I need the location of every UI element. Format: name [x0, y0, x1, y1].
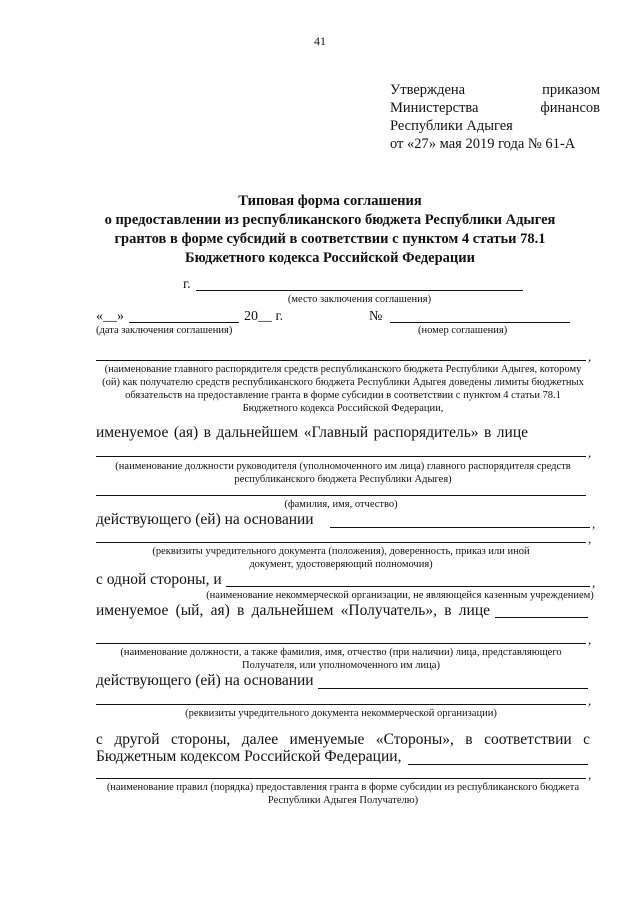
nko-name-field[interactable]: [226, 586, 590, 587]
nko-requisites-caption: (реквизиты учредительного документа некоммерческой организации): [185, 708, 497, 719]
comma: ,: [588, 349, 592, 364]
one-side-text: с одной стороны, и: [96, 571, 222, 588]
recipient-position-caption: [96, 646, 586, 672]
named-chief-text: именуемое (ая) в дальнейшем «Главный распорядитель» в лице: [96, 424, 528, 441]
caption-line: Республики Адыгея Получателю): [267, 795, 419, 806]
approval-line4: от «27» мая 2019 года № 61-А: [390, 136, 576, 152]
comma: ,: [588, 767, 592, 782]
head-position-field[interactable]: [96, 456, 586, 457]
comma: ,: [592, 575, 596, 590]
approval-line1-left: Утверждена: [390, 82, 466, 98]
page-number: 41: [314, 34, 326, 48]
document-title: [60, 192, 600, 268]
rules-field-1[interactable]: [408, 764, 588, 765]
named-recipient-text: именуемое (ый, ая) в дальнейшем «Получатель», в лице: [96, 602, 490, 619]
caption-line: республиканского бюджета Республики Адыгея): [234, 474, 452, 485]
approval-line3: Республики Адыгея: [390, 118, 513, 134]
caption-line: (наименование главного распорядителя средств республиканского бюджета Республики Адыгея, которому: [104, 364, 582, 375]
comma: ,: [592, 516, 596, 531]
other-side-text: с другой стороны, далее именуемые «Стороны», в соответствии с: [96, 731, 590, 748]
title-line4: Бюджетного кодекса Российской Федерации: [184, 250, 475, 266]
caption-line: (реквизиты учредительного документа (положения), доверенность, приказ или иной: [152, 546, 530, 557]
fio-caption: (фамилия, имя, отчество): [284, 499, 398, 510]
caption-line: Бюджетного кодекса Российской Федерации,: [242, 403, 444, 414]
rules-field-2[interactable]: [96, 778, 586, 779]
title-line1: Типовая форма соглашения: [238, 193, 422, 209]
chief-admin-field[interactable]: [96, 360, 586, 361]
caption-line: (ой) как получателю средств республиканского бюджета Республики Адыгея доведены лимиты бюджетных: [102, 377, 584, 388]
agreement-number-field[interactable]: [390, 322, 570, 323]
nko-name-caption: (наименование некоммерческой организации, не являющейся казенным учреждением): [206, 590, 594, 601]
caption-line: (наименование должности, а также фамилия, имя, отчество (при наличии) лица, представляющего: [120, 647, 562, 658]
acting-basis-text-1: действующего (ей) на основании: [96, 511, 314, 528]
basis-field-2[interactable]: [318, 688, 588, 689]
comma: ,: [588, 632, 592, 647]
comma: ,: [588, 531, 592, 546]
caption-line: (наименование должности руководителя (уполномоченного им лица) главного распорядителя средств: [115, 461, 571, 472]
comma: ,: [588, 445, 592, 460]
acting-basis-text-2: действующего (ей) на основании: [96, 672, 314, 689]
chief-admin-caption: [88, 363, 598, 415]
place-caption: (место заключения соглашения): [287, 294, 432, 305]
approval-block: [390, 81, 600, 153]
requisites-caption: [96, 545, 586, 571]
nko-requisites-field[interactable]: [96, 704, 586, 705]
caption-line: обязательств на предоставление гранта в форме субсидии в соответствии с пунктом 4 статьи 78.1: [125, 390, 561, 401]
number-caption: (номер соглашения): [418, 325, 508, 336]
caption-line: Получателя, или уполномоченного им лица): [242, 660, 440, 671]
requisites-field[interactable]: [96, 542, 586, 543]
recipient-rep-field[interactable]: [495, 617, 588, 618]
basis-field-1[interactable]: [330, 527, 590, 528]
budget-code-text: Бюджетным кодексом Российской Федерации,: [96, 748, 402, 765]
approval-line2-left: Министерства: [390, 100, 479, 116]
title-line2: о предоставлении из республиканского бюджета Республики Адыгея: [104, 212, 556, 228]
date-year: 20__ г.: [244, 309, 284, 324]
head-position-caption: [88, 460, 598, 486]
date-caption: (дата заключения соглашения): [96, 325, 233, 336]
title-line3: грантов в форме субсидий в соответствии с пунктом 4 статьи 78.1: [114, 231, 546, 247]
recipient-position-field[interactable]: [96, 643, 586, 644]
fio-field[interactable]: [96, 495, 586, 496]
approval-line2-right: финансов: [540, 100, 600, 116]
comma: ,: [588, 693, 592, 708]
date-day: «__»: [96, 309, 124, 324]
date-month-field[interactable]: [129, 322, 239, 323]
rules-caption: [88, 781, 598, 807]
caption-line: (наименование правил (порядка) предоставления гранта в форме субсидии из республиканского бюджета: [106, 782, 580, 793]
caption-line: документ, удостоверяющий полномочия): [249, 559, 433, 570]
approval-line1-right: приказом: [542, 82, 600, 98]
number-sign: №: [369, 309, 383, 324]
place-field[interactable]: [196, 290, 523, 291]
place-prefix: г.: [183, 277, 191, 292]
